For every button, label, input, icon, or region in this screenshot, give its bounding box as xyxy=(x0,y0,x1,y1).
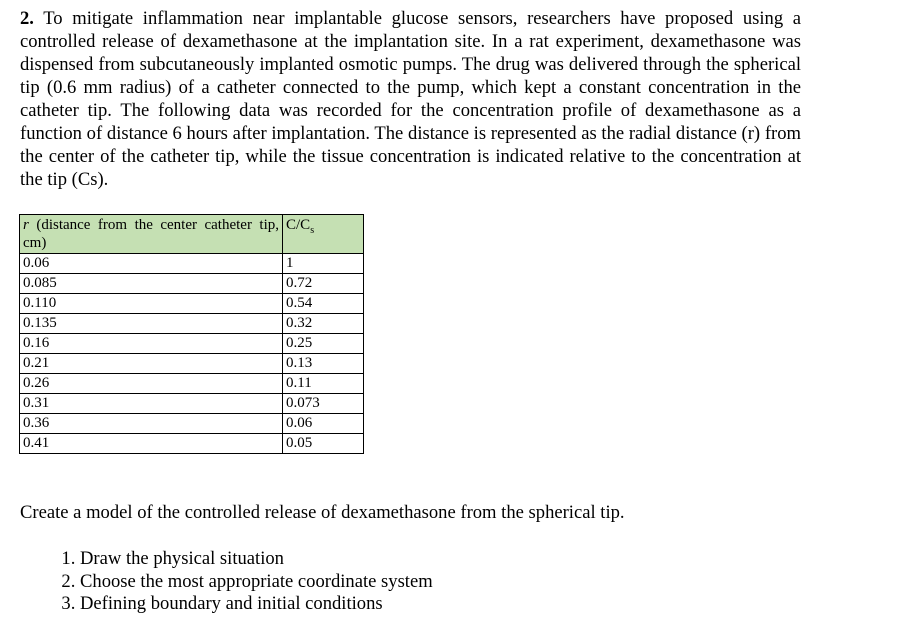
table-row xyxy=(20,434,364,454)
problem-text: To mitigate inflammation near implantable glucose sensors, researchers have proposed using a controlled release of dexamethasone at the implantation site. In a rat experiment, dexamethasone was dispensed from subcutaneously implanted osmotic pumps. The drug was delivered through the spherical tip (0.6 mm radius) of a catheter connected to the pump, which kept a constant concentration in the catheter tip. The following data was recorded for the concentration profile of dexamethasone as a function of distance 6 hours after implantation. The distance is represented as the radial distance (r) from the center of the catheter tip, while the tissue concentration is indicated relative to the concentration at the tip (Cs). xyxy=(20,8,801,190)
list-item: 3. Defining boundary and initial conditions xyxy=(80,593,433,616)
r-symbol: r xyxy=(23,217,29,233)
concentration-table xyxy=(19,214,364,454)
cell-distance: 0.085 xyxy=(20,274,283,294)
cell-concentration: 0.05 xyxy=(283,434,364,454)
table-row xyxy=(20,254,364,274)
table-row xyxy=(20,394,364,414)
table-row xyxy=(20,414,364,434)
cell-concentration: 0.13 xyxy=(283,354,364,374)
cell-concentration: 0.073 xyxy=(283,394,364,414)
cell-distance: 0.06 xyxy=(20,254,283,274)
cell-concentration: 0.32 xyxy=(283,314,364,334)
cell-distance: 0.21 xyxy=(20,354,283,374)
cell-concentration: 1 xyxy=(283,254,364,274)
cell-distance: 0.36 xyxy=(20,414,283,434)
table-row xyxy=(20,374,364,394)
table-row xyxy=(20,274,364,294)
cell-concentration: 0.54 xyxy=(283,294,364,314)
list-item: 2. Choose the most appropriate coordinate system xyxy=(80,571,433,594)
steps-list xyxy=(45,548,433,616)
cell-concentration: 0.25 xyxy=(283,334,364,354)
table-row xyxy=(20,314,364,334)
task-text: Create a model of the controlled release of dexamethasone from the spherical tip. xyxy=(20,502,625,523)
header-distance xyxy=(20,215,283,254)
table-row xyxy=(20,294,364,314)
cell-concentration: 0.06 xyxy=(283,414,364,434)
header-distance-label: (distance from the center catheter tip, cm) xyxy=(23,217,279,251)
cell-concentration: 0.72 xyxy=(283,274,364,294)
table-row xyxy=(20,354,364,374)
cell-distance: 0.26 xyxy=(20,374,283,394)
cell-distance: 0.16 xyxy=(20,334,283,354)
table-row xyxy=(20,334,364,354)
cell-concentration: 0.11 xyxy=(283,374,364,394)
cell-distance: 0.110 xyxy=(20,294,283,314)
cell-distance: 0.135 xyxy=(20,314,283,334)
problem-statement xyxy=(20,7,801,191)
header-c-sub: s xyxy=(310,225,315,236)
cell-distance: 0.31 xyxy=(20,394,283,414)
header-concentration xyxy=(283,215,364,254)
list-item: 1. Draw the physical situation xyxy=(80,548,433,571)
problem-number: 2. xyxy=(20,8,34,29)
cell-distance: 0.41 xyxy=(20,434,283,454)
table-header-row xyxy=(20,215,364,254)
header-c-label: C/C xyxy=(286,217,311,233)
